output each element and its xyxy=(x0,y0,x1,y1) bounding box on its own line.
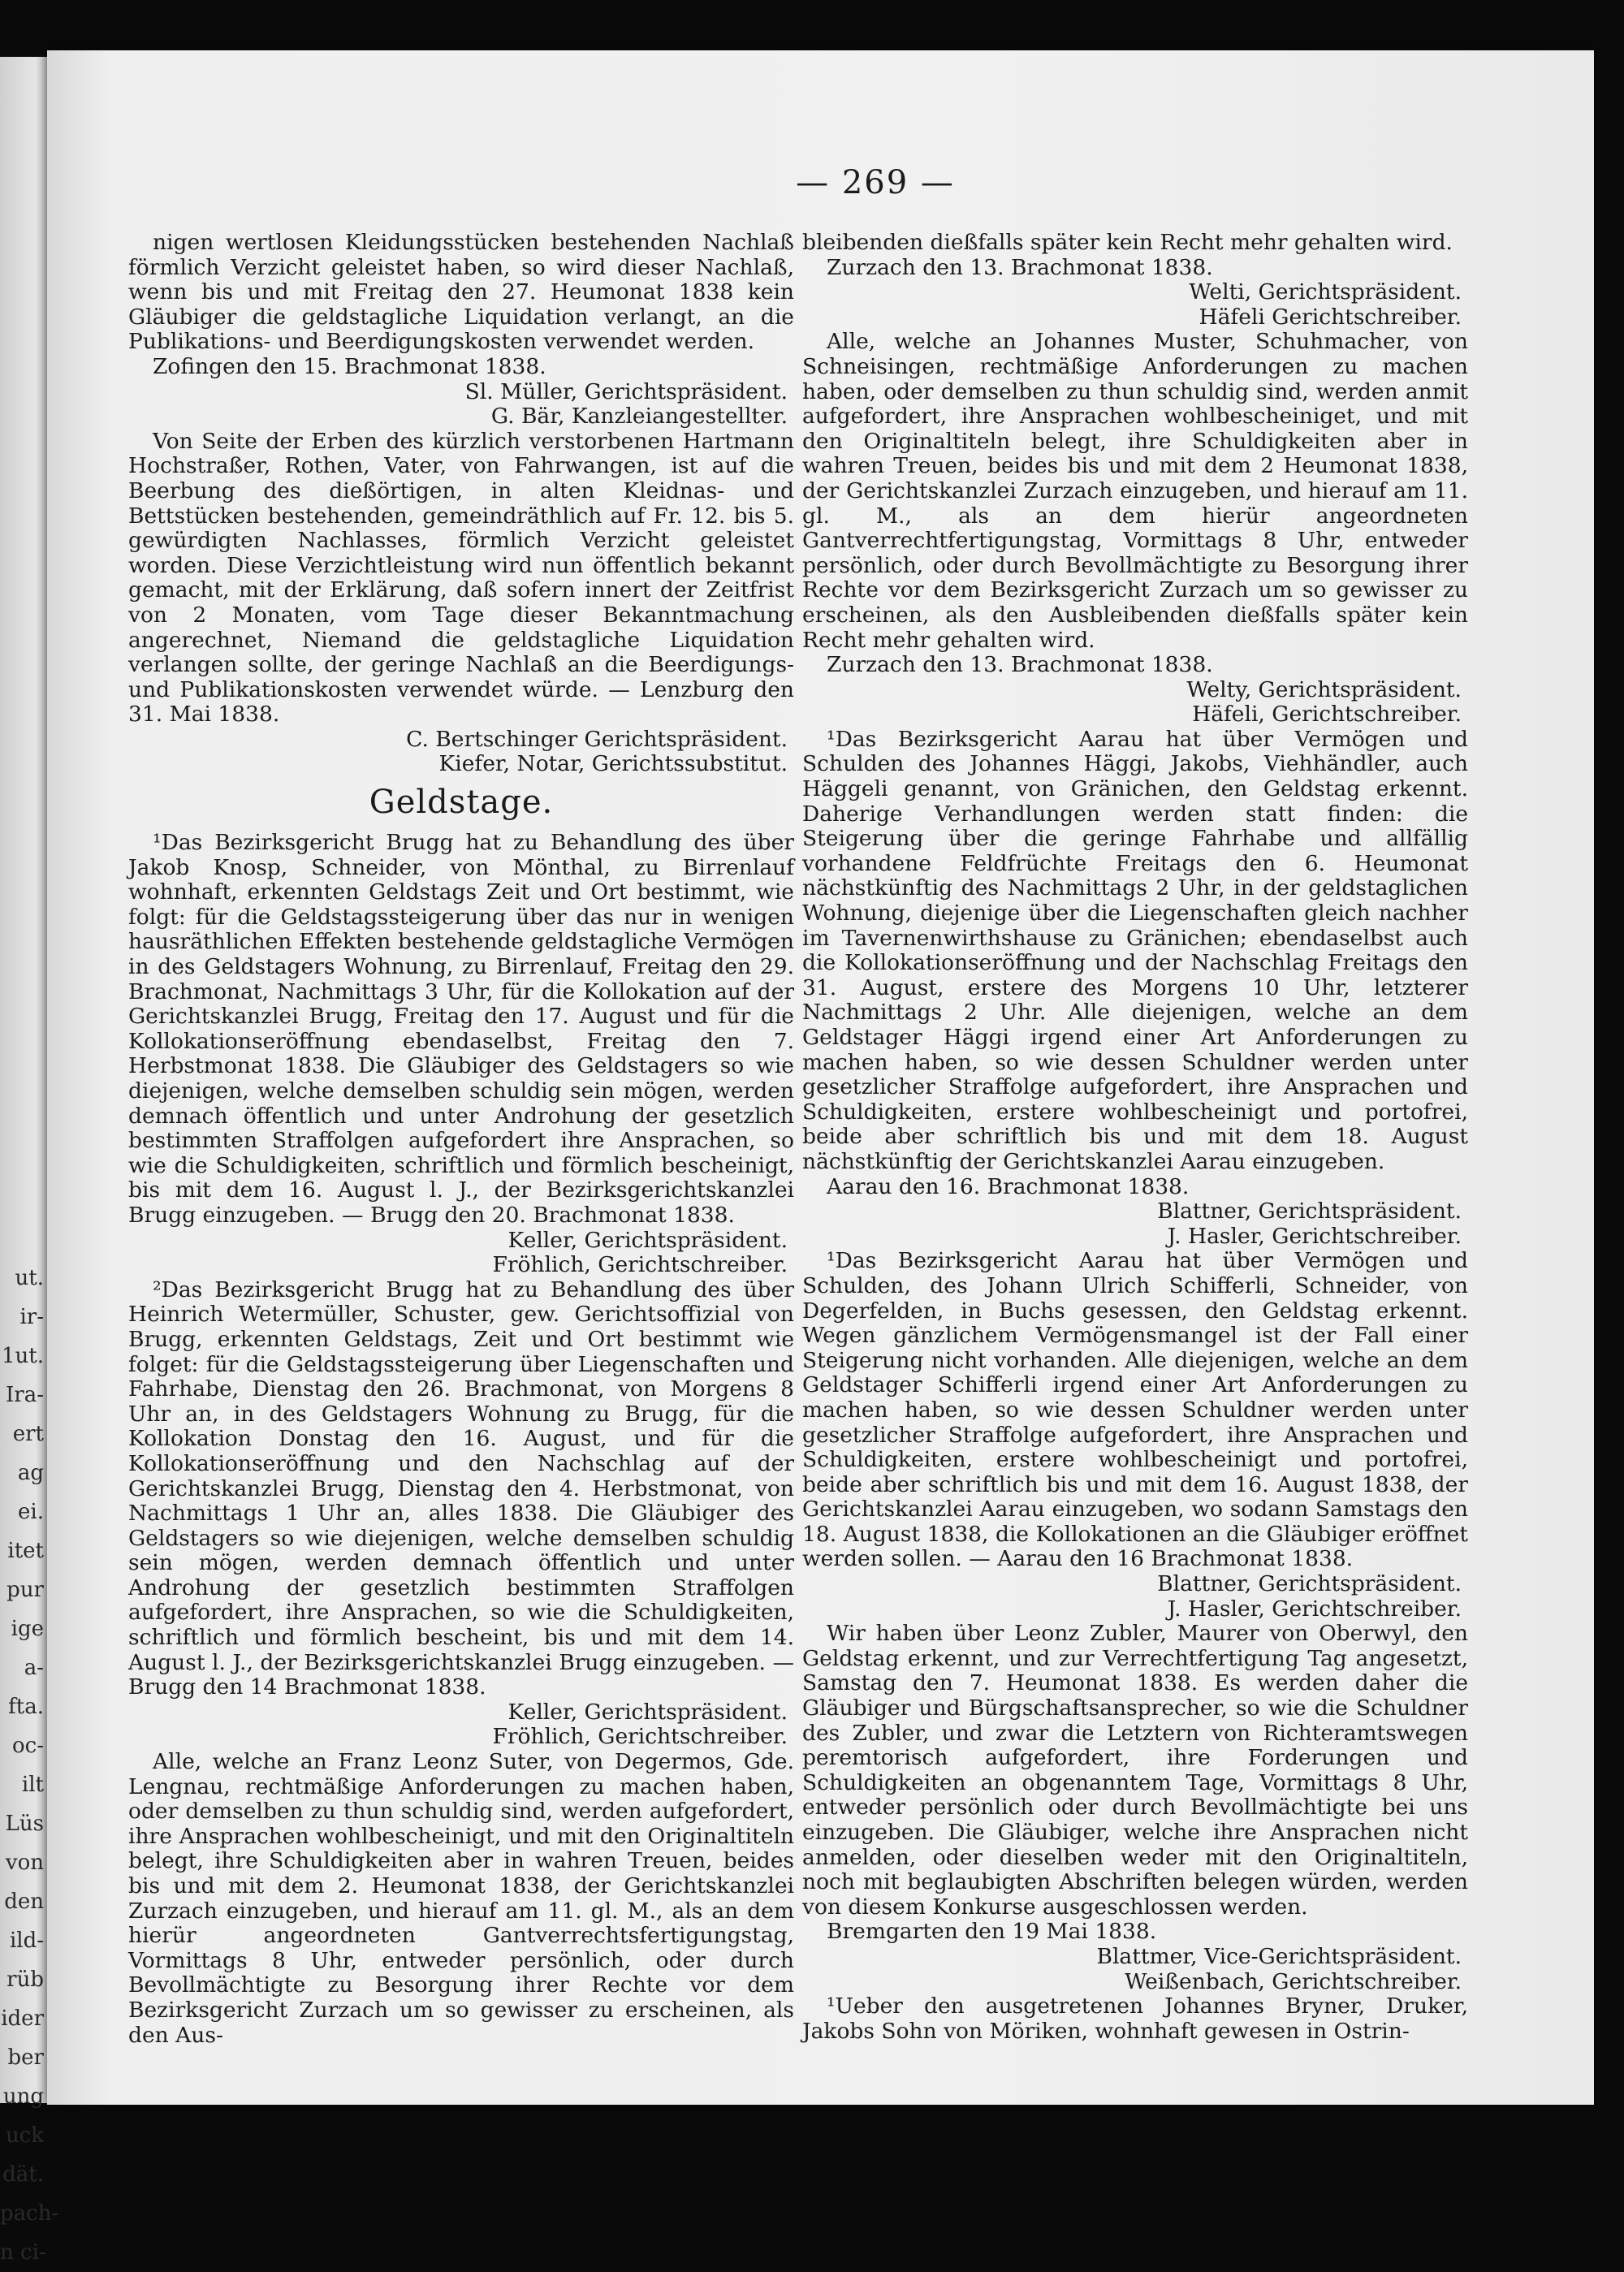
signature-line: Fröhlich, Gerichtschreiber. xyxy=(492,1724,788,1750)
notice-paragraph: nigen wertlosen Kleidungsstücken bestehenden Nachlaß förmlich Verzicht geleistet haben, so wird dieser Nachlaß, wenn bis und mit Freitag den 27. Heumonat 1838 kein Gläubiger die geldstagliche Liquidation verlangt, an die Publikations- und Beerdigungskosten verwendet werden. xyxy=(128,230,794,355)
signature-line: Blattner, Gerichtspräsident. xyxy=(1157,1199,1462,1225)
signature-line: Keller, Gerichtspräsident. xyxy=(508,1227,788,1253)
facing-page-fragment: von xyxy=(5,1851,44,1875)
facing-page-fragment: dät. xyxy=(2,2162,44,2187)
notice-paragraph: ²Das Bezirksgericht Brugg hat zu Behandlung des über Heinrich Wetermüller, Schuster, gew. Gerichtsoffizial von Brugg, erkennten Geldstags, Zeit und Ort bestimmt wie folget: für die Geldstagssteigerung über Liegenschaften und Fahrhabe, Dienstag den 26. Brachmonat, von Morgens 8 Uhr an, in des Geldstagers Wohnung zu Brugg, für die Kollokation Donstag den 16. August, und für die Kollokationseröffnung und den Nachschlag auf der Gerichtskanzlei Brugg, Dienstag den 4. Herbstmonat, von Nachmittags 1 Uhr an, alles 1838. Die Gläubiger des Geldstagers so wie diejenigen, welche demselben schuldig sein mögen, werden demnach öffentlich und unter Androhung der gesetzlich bestimmten Straffolgen aufgefordert, ihre Ansprachen, so wie die Schuldigkeiten, schriftlich und förmlich bescheint, bis und mit dem 14. August l. J., der Bezirksgerichtskanzlei Brugg einzugeben. — Brugg den 14 Brachmonat 1838. xyxy=(128,1276,794,1700)
place-date-line: Aarau den 16. Brachmonat 1838. xyxy=(827,1173,1190,1199)
facing-page-fragment: pur xyxy=(6,1578,44,1602)
continued-text: bleibenden dießfalls später kein Recht mehr gehalten wird. xyxy=(802,230,1453,255)
signature-line: Blattner, Gerichtspräsident. xyxy=(1157,1571,1462,1597)
signature-line: J. Hasler, Gerichtschreiber. xyxy=(1167,1596,1462,1622)
signature-line: Welty, Gerichtspräsident. xyxy=(1186,676,1462,702)
place-date-line: Zurzach den 13. Brachmonat 1838. xyxy=(827,254,1213,280)
notice-paragraph: Von Seite der Erben des kürzlich verstorbenen Hartmann Hochstraßer, Rothen, Vater, von Fahrwangen, ist auf die Beerbung des dießörtigen, in alten Kleidnas- und Bettstücken bestehenden, gemeindräthlich auf Fr. 12. bis 5. gewürdigten Nachlasses, förmlich Verzicht geleistet worden. Diese Verzichtleistung wird nun öffentlich bekannt gemacht, mit der Erklärung, daß sofern innert der Zeitfrist von 2 Monaten, vom Tage dieser Bekanntmachung angerechnet, Niemand die geldstagliche Liquidation verlangen sollte, der geringe Nachlaß an die Beerdigungs- und Publikationskosten verwendet würde. — Lenzburg den 31. Mai 1838. xyxy=(128,428,794,728)
facing-page-fragment: ag xyxy=(17,1461,44,1485)
signature-line: C. Bertschinger Gerichtspräsident. xyxy=(406,726,788,752)
facing-page-edge xyxy=(0,57,59,2265)
facing-page-fragment: Lüs xyxy=(5,1812,44,1836)
signature-line: J. Hasler, Gerichtschreiber. xyxy=(1167,1223,1462,1249)
facing-page-fragments xyxy=(0,1259,59,2272)
notice-paragraph: Wir haben über Leonz Zubler, Maurer von Oberwyl, den Geldstag erkennt, und zur Verrechtfertigung Tag angesetzt, Samstag den 7. Heumonat 1838. Es werden daher die Gläubiger und Bürgschaftsansprecher, so wie die Schuldner des Zubler, und zwar die Letztern von Richteramtswegen peremtorisch aufgefordert, ihre Forderungen und Schuldigkeiten an obgenanntem Tage, Vormittags 8 Uhr, entweder persönlich oder durch Bevollmächtigte bei uns einzugeben. Die Gläubiger, welche ihre Ansprachen nicht anmelden, oder dieselben weder mit den Originaltiteln, noch mit beglaubigten Abschriften belegen würden, werden von diesem Konkurse ausgeschlossen werden. xyxy=(802,1621,1468,1920)
signature-line: Welti, Gerichtspräsident. xyxy=(1189,279,1462,305)
place-date-line: Zofingen den 15. Brachmonat 1838. xyxy=(153,353,546,379)
place-date-line: Bremgarten den 19 Mai 1838. xyxy=(827,1919,1157,1945)
facing-page-fragment: n ci- xyxy=(0,2240,46,2265)
place-date-line: Zurzach den 13. Brachmonat 1838. xyxy=(827,652,1213,678)
facing-page-fragment: ige xyxy=(11,1617,44,1641)
signature-line: Weißenbach, Gerichtschreiber. xyxy=(1125,1968,1462,1994)
facing-page-fragment: ild- xyxy=(9,1929,44,1953)
facing-page-fragment: ilt xyxy=(21,1773,44,1797)
facing-page-fragment: ider xyxy=(1,2006,44,2031)
facing-page-fragment: rüb xyxy=(6,1967,44,1992)
facing-page-fragment: 1ut. xyxy=(2,1344,44,1368)
signature-line: Fröhlich, Gerichtschreiber. xyxy=(492,1252,788,1278)
signature-line: Häfeli, Gerichtschreiber. xyxy=(1192,702,1462,728)
page-number: — 269 — xyxy=(796,164,955,201)
section-heading: Geldstage. xyxy=(369,784,554,822)
facing-page-fragment: ir- xyxy=(19,1305,44,1329)
facing-page-fragment: ei. xyxy=(18,1500,44,1524)
facing-page-fragment: a- xyxy=(24,1656,44,1680)
facing-page-fragment: itet xyxy=(7,1539,44,1563)
signature-line: Sl. Müller, Gerichtspräsident. xyxy=(464,378,788,404)
signature-line: G. Bär, Kanzleiangestellter. xyxy=(490,404,788,430)
notice-paragraph: ¹Ueber den ausgetretenen Johannes Bryner, Druker, Jakobs Sohn von Möriken, wohnhaft gewesen in Ostrin- xyxy=(802,1993,1468,2044)
facing-page-fragment: pach- xyxy=(0,2201,59,2226)
facing-page-fragment: uck xyxy=(5,2123,44,2148)
facing-page-fragment: ut. xyxy=(15,1266,44,1290)
facing-page-fragment: fta. xyxy=(8,1695,44,1719)
facing-page-fragment: ber xyxy=(7,2045,44,2070)
notice-paragraph: ¹Das Bezirksgericht Aarau hat über Vermögen und Schulden, des Johann Ulrich Schifferli, Schneider, von Degerfelden, in Buchs gesessen, den Geldstag erkennt. Wegen gänzlichem Vermögensmangel ist der Fall einer Steigerung nicht vorhanden. Alle diejenigen, welche an dem Geldstager Schifferli irgend einer Art Anforderungen zu machen haben, so wie dessen Schuldner werden unter gesetzlicher Straffolge aufgefordert, ihre Ansprachen und Schuldigkeiten, erstere wohlbescheinigt und portofrei, beide aber schriftlich bis und mit dem 16. August 1838, der Gerichtskanzlei Aarau einzugeben, wo sodann Samstags den 18. August 1838, die Kollokationen an die Gläubiger eröffnet werden sollen. — Aarau den 16 Brachmonat 1838. xyxy=(802,1248,1468,1572)
notice-paragraph: ¹Das Bezirksgericht Brugg hat zu Behandlung des über Jakob Knosp, Schneider, von Mönthal, zu Birrenlauf wohnhaft, erkennten Geldstags Zeit und Ort bestimmt, wie folgt: für die Geldstagssteigerung über das nur in wenigen hausräthlichen Effekten bestehende geldstagliche Vermögen in des Geldstagers Wohnung, zu Birrenlauf, Freitag den 29. Brachmonat, Nachmittags 3 Uhr, für die Kollokation auf der Gerichtskanzlei Brugg, Freitag den 17. August und für die Kollokationseröffnung ebendaselbst, Freitag den 7. Herbstmonat 1838. Die Gläubiger des Geldstagers so wie diejenigen, welche demselben schuldig sein mögen, werden demnach öffentlich und unter Androhung der gesetzlich bestimmten Straffolgen aufgefordert ihre Ansprachen, so wie die Schuldigkeiten, schriftlich und förmlich bescheinigt, bis mit dem 16. August l. J., der Bezirksgerichtskanzlei Brugg einzugeben. — Brugg den 20. Brachmonat 1838. xyxy=(128,830,794,1228)
facing-page-fragment: oc- xyxy=(12,1734,44,1758)
signature-line: Blattmer, Vice-Gerichtspräsident. xyxy=(1096,1943,1462,1969)
facing-page-fragment: Ira- xyxy=(6,1383,44,1407)
notice-paragraph: ¹Das Bezirksgericht Aarau hat über Vermögen und Schulden des Johannes Häggi, Jakobs, Viehhändler, auch Häggeli genannt, von Gränichen, den Geldstag erkennt. Daherige Verhandlungen werden statt finden: die Steigerung über die geringe Fahrhabe und allfällig vorhandene Feldfrüchte Freitags den 6. Heumonat nächstkünftig des Nachmittags 2 Uhr, in der geldstaglichen Wohnung, diejenige über die Liegenschaften gleich nachher im Tavernenwirthshause zu Gränichen; ebendaselbst auch die Kollokationseröffnung und der Nachschlag Freitags den 31. August, erstere des Morgens 10 Uhr, letzterer Nachmittags 2 Uhr. Alle diejenigen, welche an dem Geldstager Häggi irgend einer Art Anforderungen zu machen haben, so wie dessen Schuldner werden unter gesetzlicher Straffolge aufgefordert, ihre Ansprachen und Schuldigkeiten, erstere wohlbescheinigt und portofrei, beide aber schriftlich bis und mit dem 18. August nächstkünftig der Gerichtskanzlei Aarau einzugeben. xyxy=(802,726,1468,1174)
signature-line: Keller, Gerichtspräsident. xyxy=(508,1699,788,1725)
facing-page-fragment: ung xyxy=(2,2084,44,2109)
notice-paragraph: Alle, welche an Johannes Muster, Schuhmacher, von Schneisingen, rechtmäßige Anforderungen zu machen haben, oder demselben zu thun schuldig sind, werden anmit aufgefordert, ihre Ansprachen wohlbescheiniget, und mit den Originaltiteln belegt, ihre Schuldigkeiten aber in wahren Treuen, beides bis und mit dem 2 Heumonat 1838, der Gerichtskanzlei Zurzach einzugeben, und hierauf am 11. gl. M., als an dem hierür angeordneten Gantverrechtfertigungstag, Vormittags 8 Uhr, entweder persönlich, oder durch Bevollmächtigte zu Besorgung ihrer Rechte vor dem Bezirksgericht Zurzach um so gewisser zu erscheinen, als den Ausbleibenden dießfalls später kein Recht mehr gehalten wird. xyxy=(802,329,1468,653)
right-column xyxy=(802,231,1468,2044)
newspaper-page xyxy=(47,50,1594,2105)
facing-page-fragment: den xyxy=(4,1890,44,1914)
signature-line: Häfeli Gerichtschreiber. xyxy=(1199,304,1462,330)
left-column xyxy=(128,231,794,2048)
facing-page-fragment: ert xyxy=(12,1422,44,1446)
signature-line: Kiefer, Notar, Gerichtssubstitut. xyxy=(438,751,788,777)
notice-paragraph: Alle, welche an Franz Leonz Suter, von Degermos, Gde. Lengnau, rechtmäßige Anforderungen zu machen haben, oder demselben zu thun schuldig sind, werden aufgefordert, ihre Ansprachen wohlbescheinigt, und mit den Originaltiteln belegt, ihre Schuldigkeiten aber in wahren Treuen, beides bis und mit dem 2. Heumonat 1838, der Gerichtskanzlei Zurzach einzugeben, und hierauf am 11. gl. M., als an dem hierür angeordneten Gantverrechtsfertigungstag, Vormittags 8 Uhr, entweder persönlich, oder durch Bevollmächtigte zu Besorgung ihrer Rechte vor dem Bezirksgericht Zurzach um so gewisser zu erscheinen, als den Aus- xyxy=(128,1749,794,2048)
